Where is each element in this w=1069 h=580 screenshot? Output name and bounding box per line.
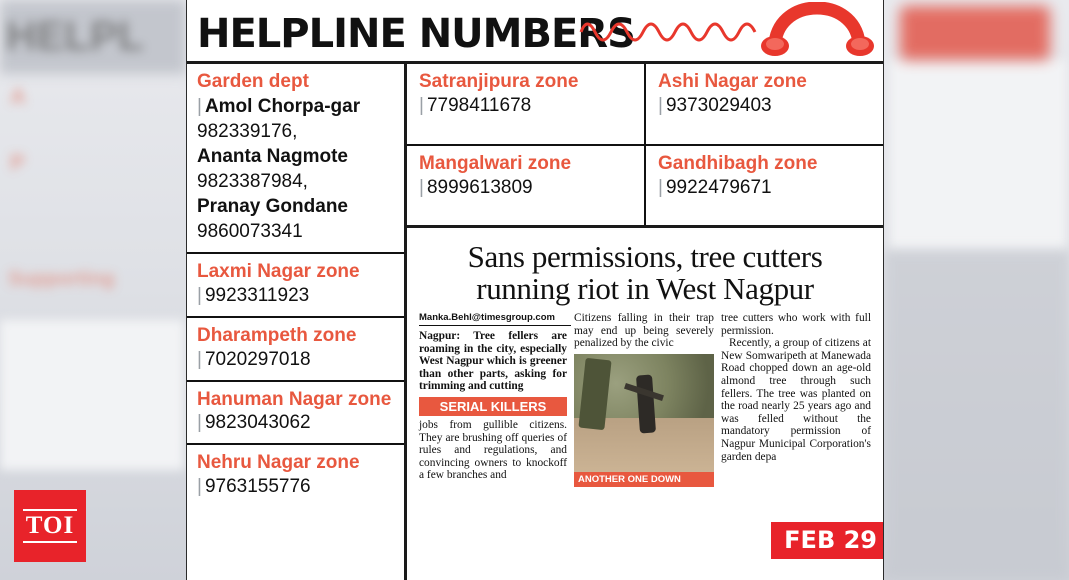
article-body	[419, 312, 871, 487]
article-column-1	[419, 312, 567, 487]
contact-number-2[interactable]: 9823387984,	[197, 171, 308, 192]
article-paragraph-5: Recently, a group of citizens at New Somwaripeth at Manewada Road chopped down an age-old almond tree through such fellers. The tree was planted on the road nearly 25 years ago and was felled without the mandatory permission of Nagpur Municipal Corporation's garden depa	[721, 337, 871, 463]
article-headline-line1: Sans permissions, tree cutters	[467, 239, 823, 274]
page-title: HELPLINE NUMBERS	[197, 11, 635, 57]
telephone-handset-icon	[579, 2, 879, 60]
article-column-2	[574, 312, 714, 487]
background-ghost-text-2: A	[10, 84, 26, 109]
toi-logo-text: TOI	[23, 509, 77, 543]
contact-name-3: Pranay Gondane	[197, 196, 348, 217]
left-helpline-column	[187, 64, 407, 580]
article-byline: Manka.Behl@timesgroup.com	[419, 312, 571, 326]
toi-logo	[14, 490, 86, 562]
zone-number[interactable]: 7020297018	[204, 349, 311, 370]
content-area	[187, 64, 883, 580]
divider-bar: |	[197, 96, 202, 117]
zone-number-row	[658, 176, 875, 200]
article-paragraph-4: tree cutters who work with full permission.	[721, 312, 871, 337]
zone-subcolumn-two	[646, 64, 883, 225]
zone-title: Mangalwari zone	[419, 152, 572, 174]
helpline-entry-mangalwari	[407, 146, 644, 226]
zone-number-row	[419, 176, 636, 200]
zone-number-row	[658, 94, 875, 118]
divider-bar: |	[197, 285, 202, 306]
divider-bar: |	[419, 95, 424, 116]
news-article	[407, 228, 883, 580]
right-column	[407, 64, 883, 580]
zone-title: Satranjipura zone	[419, 71, 579, 92]
helpline-entry-ashi-nagar	[646, 64, 883, 146]
background-blob	[900, 6, 1050, 60]
zone-number[interactable]: 9373029403	[665, 95, 772, 116]
article-headline-line2: running riot in West Nagpur	[476, 271, 814, 306]
helpline-entry-gandhibagh	[646, 146, 883, 226]
date-badge: FEB 29	[772, 523, 884, 558]
helpline-entry-laxmi-nagar	[187, 254, 404, 318]
article-paragraph-2: jobs from gullible citizens. They are brushing off queries of rules and regulations, and convincing owners to knockoff a few branches and	[419, 418, 567, 482]
zone-title: Ashi Nagar zone	[658, 71, 807, 92]
helpline-entry-garden-dept	[187, 64, 404, 254]
article-column-3	[721, 312, 871, 487]
article-photo	[574, 354, 714, 472]
contact-name-2: Ananta Nagmote	[197, 146, 348, 167]
background-block-4	[884, 250, 1069, 580]
contact-number-3[interactable]: 9860073341	[197, 221, 303, 242]
article-paragraph-3: Citizens falling in their trap may end up being severely penalized by the civic	[574, 312, 714, 350]
divider-bar: |	[197, 349, 202, 370]
contact-name: Amol Chorpa-gar	[204, 96, 361, 117]
zone-title: Laxmi Nagar zone	[197, 261, 360, 282]
zone-title: Hanuman Nagar zone	[197, 389, 392, 410]
zone-number[interactable]: 9823043062	[204, 412, 311, 433]
zone-number-row	[419, 94, 636, 118]
headline-bar	[187, 0, 883, 64]
photo-caption: ANOTHER ONE DOWN	[574, 472, 714, 487]
zone-title: Garden dept	[197, 71, 309, 92]
divider-bar: |	[419, 176, 424, 198]
background-ghost-text: HELPL	[6, 12, 144, 59]
zone-number-row	[197, 348, 396, 372]
background-block-3	[890, 60, 1066, 250]
zone-title: Dharampeth zone	[197, 325, 357, 346]
zone-number[interactable]: 7798411678	[426, 95, 532, 116]
background-ghost-text-4: Supporting	[8, 268, 115, 290]
divider-bar: |	[658, 176, 663, 198]
divider-bar: |	[197, 412, 202, 433]
helpline-entry-nehru-nagar	[187, 445, 404, 507]
serial-killers-tag: SERIAL KILLERS	[419, 397, 567, 416]
contact-number[interactable]: 982339176,	[197, 121, 298, 142]
background-ghost-text-3: P	[10, 150, 25, 175]
zone-number-row	[197, 284, 396, 308]
helpline-entry-dharampeth	[187, 318, 404, 382]
background-block-2	[0, 320, 184, 470]
zone-number[interactable]: 9763155776	[204, 476, 311, 497]
zone-grid	[407, 64, 883, 228]
zone-number[interactable]: 9922479671	[665, 176, 772, 198]
helpline-entry-satranjipura	[407, 64, 644, 146]
divider-bar: |	[658, 95, 663, 116]
zone-number[interactable]: 8999613809	[426, 176, 533, 198]
article-paragraph: Nagpur: Tree fellers are roaming in the city, especially West Nagpur which is greener than other parts, asking for trimming and cutting	[419, 330, 567, 393]
zone-title: Nehru Nagar zone	[197, 452, 360, 473]
zone-number[interactable]: 9923311923	[204, 285, 310, 306]
zone-number-row	[197, 412, 311, 433]
newspaper-clipping	[186, 0, 884, 580]
zone-title: Gandhibagh zone	[658, 152, 818, 174]
photo-person	[636, 375, 656, 434]
contact-line	[197, 94, 396, 119]
zone-number-row	[197, 475, 396, 499]
zone-subcolumn-one	[407, 64, 646, 225]
divider-bar: |	[197, 476, 202, 497]
helpline-entry-hanuman-nagar	[187, 382, 404, 445]
